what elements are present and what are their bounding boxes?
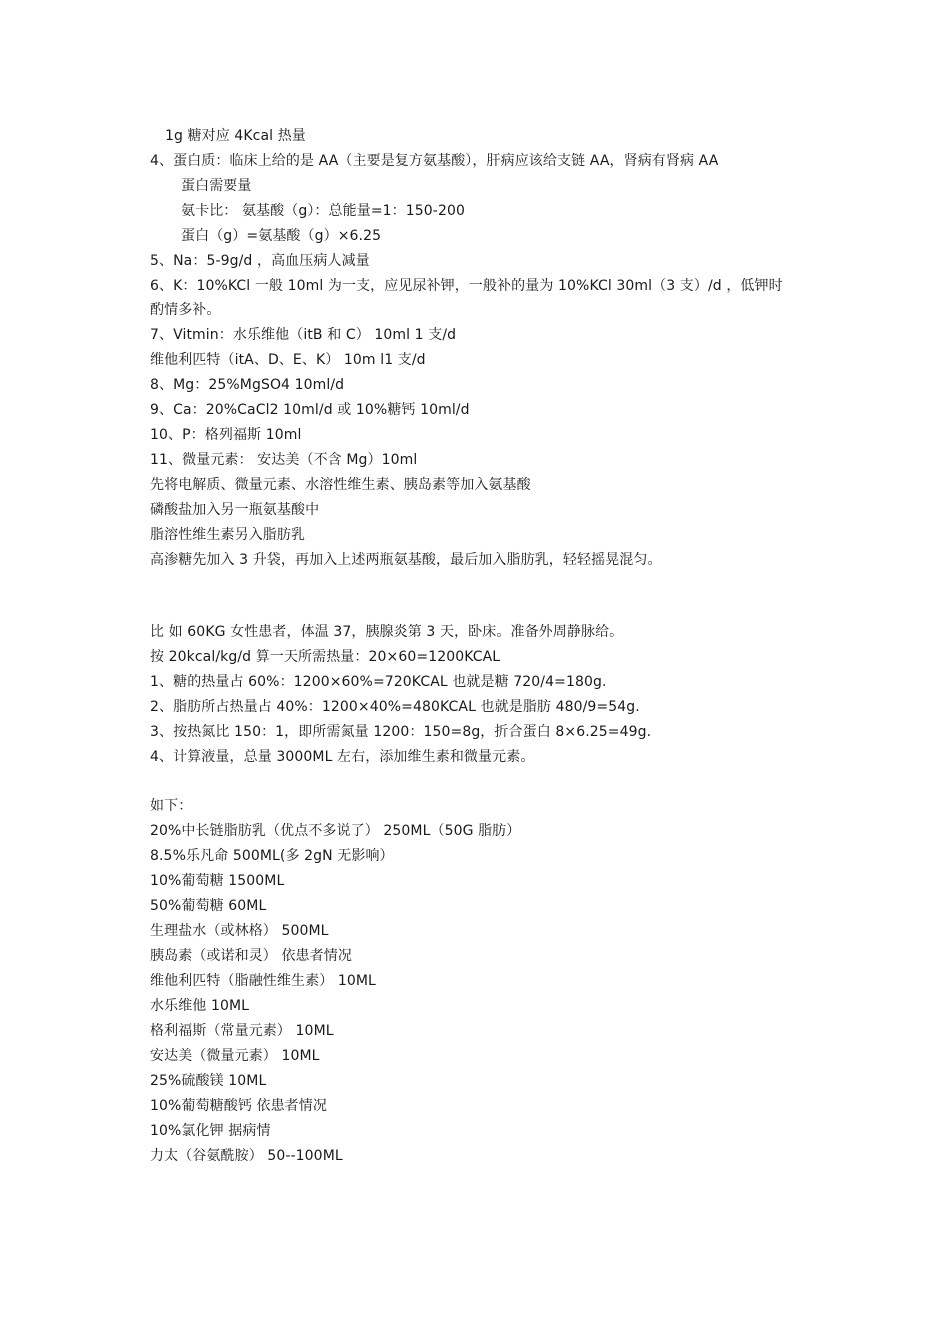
text-line: 25%硫酸镁 10ML [150, 1073, 267, 1089]
text-line: 维他利匹特（脂融性维生素） 10ML [150, 973, 376, 989]
text-line: 1、糖的热量占 60%：1200×60%=720KCAL 也就是糖 720/4=180g. [150, 674, 607, 690]
text-line: 4、蛋白质：临床上给的是 AA（主要是复方氨基酸），肝病应该给支链 AA，肾病有肾病 AA [150, 153, 719, 169]
text-line: 维他利匹特（itA、D、E、K） 10m l1 支/d [150, 352, 426, 368]
text-line: 10%葡萄糖酸钙 依患者情况 [150, 1098, 327, 1114]
text-line: 按 20kcal/kg/d 算一天所需热量：20×60=1200KCAL [150, 649, 501, 665]
text-line: 力太（谷氨酰胺） 50--100ML [150, 1148, 343, 1164]
text-line: 先将电解质、微量元素、水溶性维生素、胰岛素等加入氨基酸 [150, 477, 531, 493]
text-line: 生理盐水（或林格） 500ML [150, 923, 329, 939]
text-line: 格利福斯（常量元素） 10ML [150, 1023, 334, 1039]
text-line: 5、Na：5-9g/d ，高血压病人减量 [150, 253, 370, 269]
text-line: 10%氯化钾 据病情 [150, 1123, 271, 1139]
text-line: 8.5%乐凡命 500ML(多 2gN 无影响） [150, 848, 394, 864]
text-line: 6、K：10%KCl 一般 10ml 为一支，应见尿补钾，一般补的量为 10%KCl 30ml（3 支）/d ，低钾时 [150, 278, 783, 294]
text-line: 7、Vitmin：水乐维他（itB 和 C） 10ml 1 支/d [150, 327, 457, 343]
text-line: 酌情多补。 [150, 302, 221, 318]
text-line: 磷酸盐加入另一瓶氨基酸中 [150, 502, 320, 518]
text-line: 水乐维他 10ML [150, 998, 250, 1014]
text-line: 2、脂肪所占热量占 40%：1200×40%=480KCAL 也就是脂肪 480/9=54g. [150, 699, 640, 715]
text-line: 蛋白（g）=氨基酸（g）×6.25 [181, 228, 382, 244]
text-line: 如下： [150, 798, 193, 814]
text-line: 1g 糖对应 4Kcal 热量 [165, 128, 306, 144]
text-line: 安达美（微量元素） 10ML [150, 1048, 320, 1064]
text-line: 10%葡萄糖 1500ML [150, 873, 285, 889]
text-line: 脂溶性维生素另入脂肪乳 [150, 527, 306, 543]
text-line: 50%葡萄糖 60ML [150, 898, 267, 914]
text-line: 4、计算液量，总量 3000ML 左右，添加维生素和微量元素。 [150, 749, 535, 765]
text-line: 20%中长链脂肪乳（优点不多说了） 250ML（50G 脂肪） [150, 823, 521, 839]
text-line: 9、Ca：20%CaCl2 10ml/d 或 10%糖钙 10ml/d [150, 402, 470, 418]
text-line: 蛋白需要量 [181, 178, 252, 194]
text-line: 3、按热氮比 150：1，即所需氮量 1200：150=8g，折合蛋白 8×6.25=49g. [150, 724, 652, 740]
text-line: 胰岛素（或诺和灵） 依患者情况 [150, 948, 352, 964]
text-line: 比 如 60KG 女性患者，体温 37，胰腺炎第 3 天，卧床。准备外周静脉给。 [150, 624, 624, 640]
text-line: 氨卡比： 氨基酸（g）：总能量=1：150-200 [181, 203, 465, 219]
text-line: 8、Mg：25%MgSO4 10ml/d [150, 377, 345, 393]
text-line: 10、P：格列福斯 10ml [150, 427, 302, 443]
text-line: 高渗糖先加入 3 升袋，再加入上述两瓶氨基酸，最后加入脂肪乳，轻轻摇晃混匀。 [150, 552, 662, 568]
text-line: 11、微量元素： 安达美（不含 Mg）10ml [150, 452, 418, 468]
